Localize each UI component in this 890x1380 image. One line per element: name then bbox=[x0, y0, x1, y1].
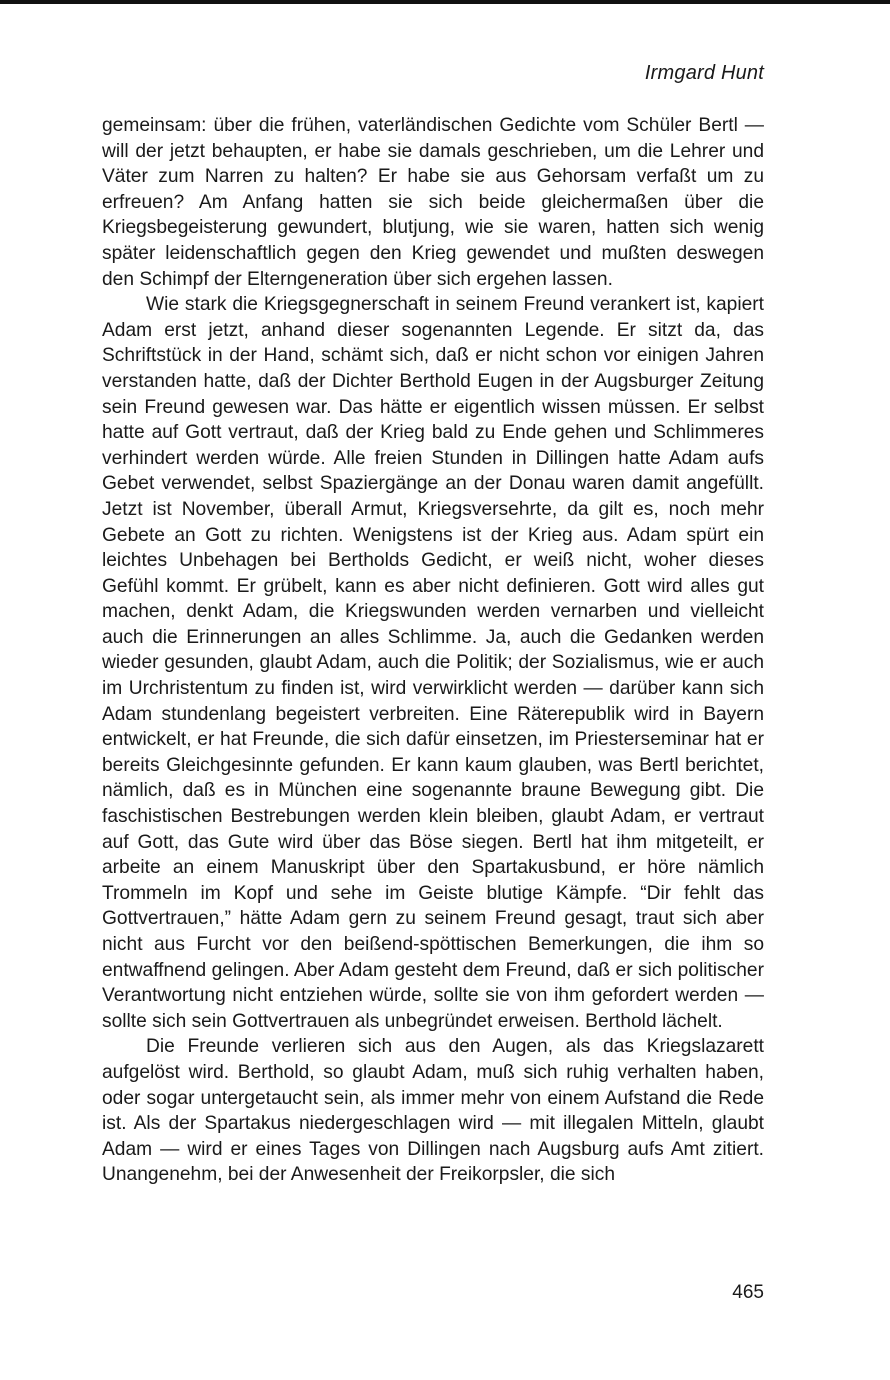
paragraph-2: Wie stark die Kriegsgegnerschaft in seinem Freund verankert ist, kapiert Adam erst jetzt, anhand dieser sogenannten Legende. Er sitzt da, das Schriftstück in der Hand, schämt sich, daß er nicht schon vor einigen Jahren verstanden hatte, daß der Dichter Berthold Eugen in der Augsburger Zeitung sein Freund gewesen war. Das hätte er eigentlich wissen müssen. Er selbst hatte auf Gott vertraut, daß der Krieg bald zu Ende gehen und Schlimmeres verhindert werden würde. Alle freien Stunden in Dillingen hatte Adam aufs Gebet verwendet, selbst Spaziergänge an der Donau waren damit angefüllt. Jetzt ist November, überall Armut, Kriegsversehrte, da gilt es, noch mehr Gebete an Gott zu richten. Wenigstens ist der Krieg aus. Adam spürt ein leichtes Unbehagen bei Bertholds Gedicht, er weiß nicht, woher dieses Gefühl kommt. Er grübelt, kann es aber nicht definieren. Gott wird alles gut machen, denkt Adam, die Kriegswunden werden vernarben und vielleicht auch die Erinnerungen an alles Schlimme. Ja, auch die Gedanken werden wieder gesunden, glaubt Adam, auch die Politik; der Sozialismus, wie er auch im Urchristentum zu finden ist, wird verwirklicht werden — darüber kann sich Adam stundenlang begeistert verbreiten. Eine Räterepublik wird in Bayern entwickelt, er hat Freunde, die sich dafür einsetzen, im Priesterseminar hat er bereits Gleichgesinnte gefunden. Er kann kaum glauben, was Bertl berichtet, nämlich, daß es in München eine sogenannte braune Bewegung gibt. Die faschistischen Bestrebungen werden klein bleiben, glaubt Adam, er vertraut auf Gott, das Gute wird über das Böse siegen. Bertl hat ihm mitgeteilt, er arbeite an einem Manuskript über den Spartakusbund, er höre nämlich Trommeln im Kopf und sehe im Geiste blutige Kämpfe. “Dir fehlt das Gottvertrauen,” hätte Adam gern zu seinem Freund gesagt, traut sich aber nicht aus Furcht vor den beißend-spöttischen Bemerkungen, die ihm so entwaffnend gelingen. Aber Adam gesteht dem Freund, daß er sich politischer Verantwortung nicht entziehen würde, sollte sie von ihm gefordert werden — sollte sich sein Gottvertrauen als unbegründet erweisen. Berthold lächelt. bbox=[102, 294, 764, 1032]
paragraph-3: Die Freunde verlieren sich aus den Augen, als das Kriegslazarett aufgelöst wird. Berthold, so glaubt Adam, muß sich ruhig verhalten haben, oder sogar untergetaucht sein, als immer mehr von einem Aufstand die Rede ist. Als der Spartakus niedergeschlagen wird — mit illegalen Mitteln, glaubt Adam — wird er eines Tages von Dillingen nach Augsburg aufs Amt zitiert. Unangenehm, bei der Anwesenheit der Freikorpsler, die sich bbox=[102, 1036, 764, 1186]
running-head: Irmgard Hunt bbox=[644, 62, 764, 84]
body-text bbox=[102, 113, 764, 1188]
page-number: 465 bbox=[732, 1282, 764, 1303]
paragraph-1: gemeinsam: über die frühen, vaterländischen Gedichte vom Schüler Bertl — will der jetzt behaupten, er habe sie damals geschrieben, um die Lehrer und Väter zum Narren zu halten? Er habe sie aus Gehorsam verfaßt um zu erfreuen? Am Anfang hatten sie sich beide gleichermaßen über die Kriegsbegeisterung gewundert, blutjung, wie sie waren, hatten sich wenig später leidenschaftlich gegen den Krieg gewendet und mußten deswegen den Schimpf der Elterngeneration über sich ergehen lassen. bbox=[102, 115, 764, 290]
top-rule bbox=[0, 0, 890, 4]
